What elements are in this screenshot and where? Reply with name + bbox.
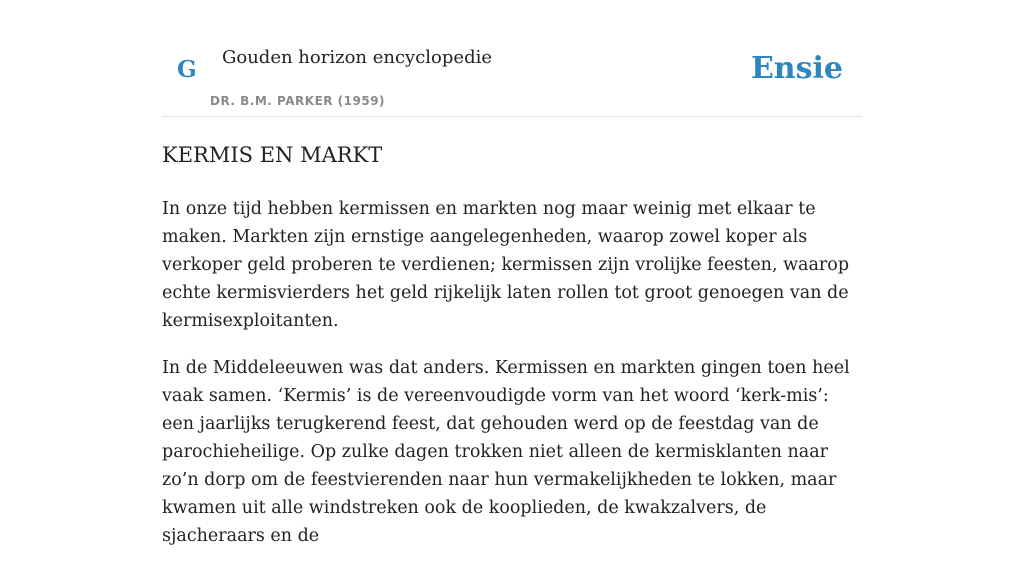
brand-logo[interactable]: Ensie <box>750 51 843 86</box>
article-paragraph: In de Middeleeuwen was dat anders. Kermissen en markten gingen toen heel vaak samen. ‘Kermis’ is de vereenvoudigde vorm van het woord ‘kerk-mis’: een jaarlijks terugkerend feest, dat gehouden werd op de feestdag van de parochieheilige. Op zulke dagen trokken niet alleen de kermisklanten naar zo’n dorp om de feestvierenden naar hun vermakelijkheden te lokken, maar kwamen uit alle windstreken ook de kooplieden, de kwakzalvers, de sjacheraars en de <box>162 358 850 546</box>
article-paragraph: In onze tijd hebben kermissen en markten nog maar weinig met elkaar te maken. Markten zijn ernstige aangelegenheden, waarop zowel koper als verkoper geld proberen te verdienen; kermissen zijn vrolijke feesten, waarop echte kermisvierders het geld rijkelijk laten rollen tot groot genoegen van de kermisexploitanten. <box>162 199 850 331</box>
article-body <box>162 140 862 569</box>
source-header <box>162 0 862 117</box>
source-author: DR. B.M. PARKER (1959) <box>210 94 386 108</box>
article-title: KERMIS EN MARKT <box>162 143 383 167</box>
source-logo-icon[interactable]: G <box>177 56 197 83</box>
source-title-link[interactable]: Gouden horizon encyclopedie <box>222 47 492 68</box>
